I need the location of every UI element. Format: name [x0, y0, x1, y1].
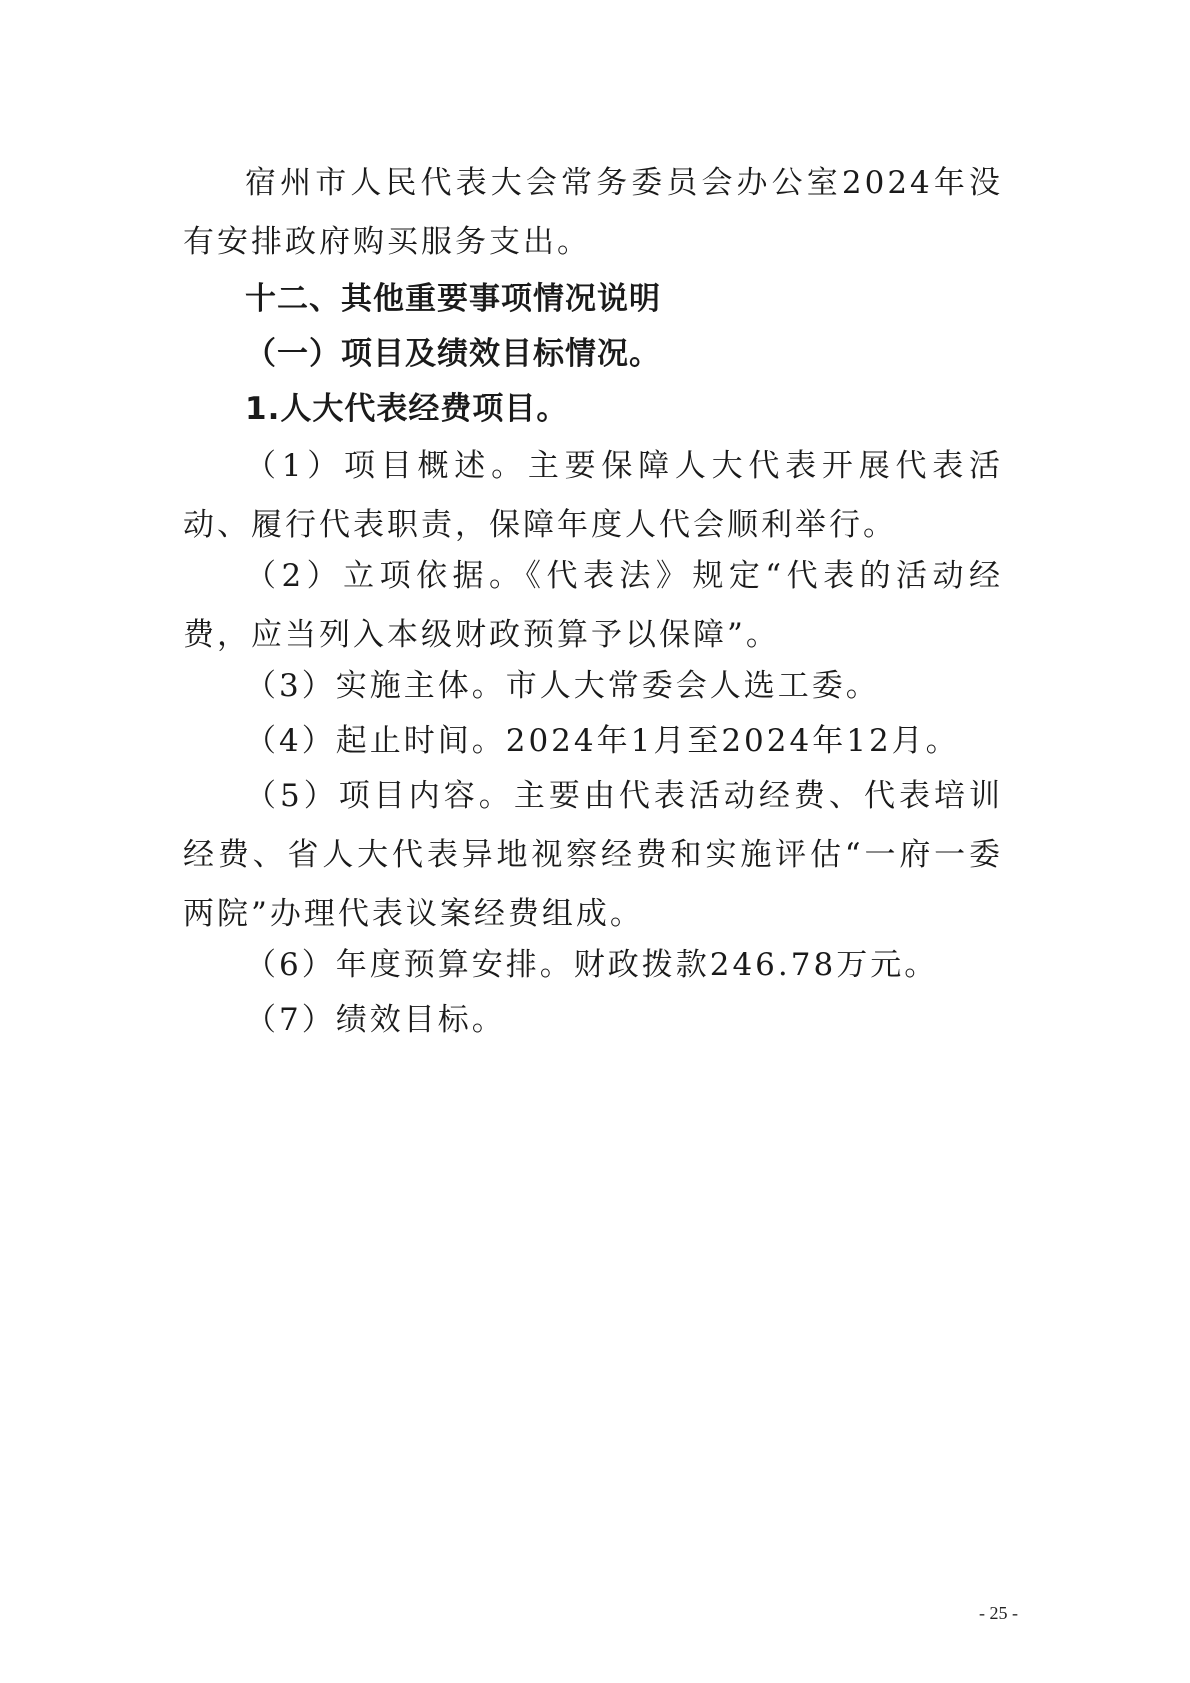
- item-heading-deputy-funding: 1.人大代表经费项目。: [245, 391, 569, 427]
- paragraph-time-period: （4）起止时间。2024年1月至2024年12月。: [245, 723, 960, 759]
- paragraph-project-overview: （1）项目概述。主要保障人大代表开展代表活动、履行代表职责，保障年度人代会顺利举行。: [183, 448, 1003, 543]
- page-number: - 25 -: [979, 1603, 1018, 1623]
- section-heading-other-matters: 十二、其他重要事项情况说明: [245, 281, 661, 317]
- paragraph-performance-goals: （7）绩效目标。: [245, 1002, 506, 1038]
- paragraph-annual-budget: （6）年度预算安排。财政拨款246.78万元。: [245, 947, 939, 983]
- paragraph-implementing-body: （3）实施主体。市人大常委会人选工委。: [245, 668, 880, 704]
- paragraph-project-content: （5）项目内容。主要由代表活动经费、代表培训经费、省人大代表异地视察经费和实施评估“一府一委两院”办理代表议案经费组成。: [183, 778, 1003, 932]
- paragraph-project-basis: （2）立项依据。《代表法》规定“代表的活动经费，应当列入本级财政预算予以保障”。: [183, 558, 1003, 653]
- paragraph-purchase-services: 宿州市人民代表大会常务委员会办公室2024年没有安排政府购买服务支出。: [183, 165, 1003, 260]
- subsection-heading-project-goals: （一）项目及绩效目标情况。: [245, 336, 661, 372]
